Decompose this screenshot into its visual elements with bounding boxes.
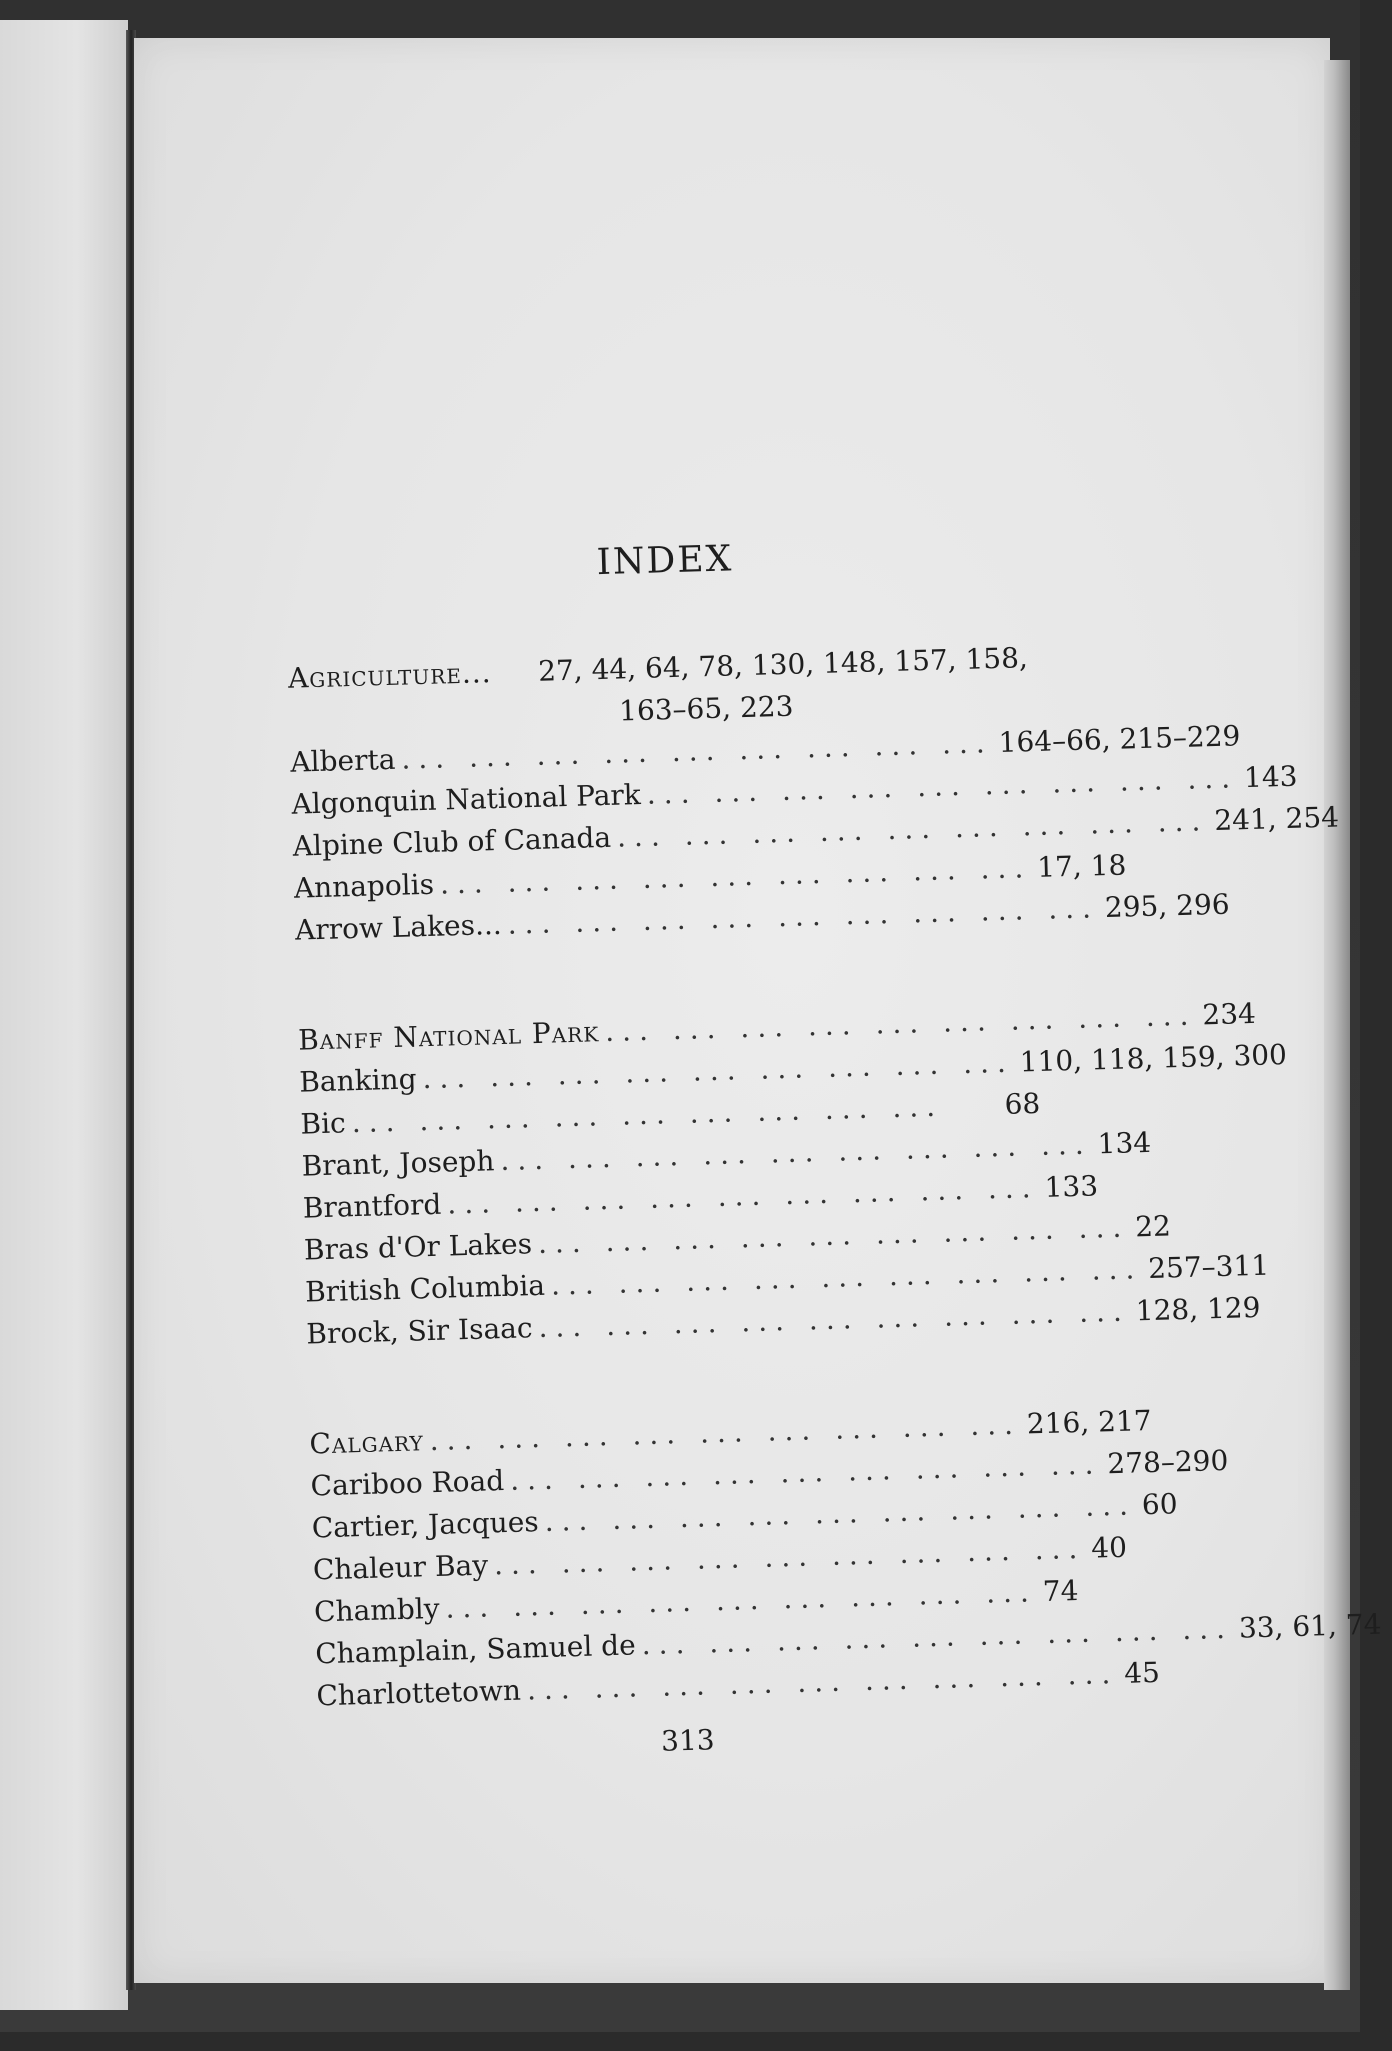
entry-term: Cartier, Jacques [311,1505,540,1545]
entry-term: Chaleur Bay [312,1548,489,1587]
entry-pages: 234 [1201,996,1257,1032]
entry-pages: 128, 129 [1135,1290,1261,1328]
entry-term: Banking [298,1062,417,1099]
entry-pages: 295, 296 [1104,887,1231,925]
dot-leader: ... ... ... ... ... ... ... ... ... [493,1531,1086,1582]
dot-leader: ... ... ... ... ... ... ... ... ... [445,1575,1038,1625]
entry-pages: 216, 217 [1026,1403,1153,1441]
dot-leader: ... ... ... ... ... ... ... ... ... [507,891,1100,941]
dot-leader: ... ... ... ... ... ... ... ... ... [604,998,1197,1049]
entry-term: Agriculture... [287,656,492,695]
entry-term: Chambly [313,1591,440,1629]
entry-term: Arrow Lakes... [294,907,503,947]
entry-pages: 60 [1141,1487,1178,1522]
dot-leader: ... ... ... ... ... ... ... ... ... [400,726,994,776]
dot-leader: ... ... ... ... ... ... ... ... ... [446,1171,1040,1221]
dot-leader: ... ... ... ... ... ... ... ... ... [538,1294,1131,1345]
entry-term: Banff National Park [297,1015,600,1057]
dot-leader: ... ... ... ... ... ... ... ... ... [544,1488,1137,1538]
entry-pages: 143 [1243,759,1298,795]
entry-term: Brantford [302,1187,442,1225]
entry-term: Calgary [308,1424,425,1461]
entry-term: Bras d'Or Lakes [303,1227,533,1267]
dot-leader: ... ... ... ... ... ... ... ... ... [509,1447,1102,1497]
dot-leader: ... ... ... ... ... ... ... ... ... [641,1611,1234,1662]
entry-pages: 27, 44, 64, 78, 130, 148, 157, 158, [537,641,1029,688]
entry-term: Bic [300,1106,347,1141]
entry-term: Brant, Joseph [301,1144,495,1183]
entry-pages: 68 [1004,1086,1041,1121]
entry-pages: 17, 18 [1036,848,1127,884]
page-title: INDEX [596,538,734,584]
entry-term: Brock, Sir Isaac [305,1311,533,1351]
entry-pages: 45 [1123,1655,1161,1690]
dot-leader: ... ... ... ... ... ... ... ... ... [646,761,1239,811]
entry-pages: 241, 254 [1213,800,1340,837]
entry-term: Champlain, Samuel de [314,1628,637,1671]
entry-term: Annapolis [293,867,435,905]
entry-pages: 133 [1044,1169,1099,1204]
dot-leader: ... ... ... ... ... ... ... ... ... [351,1089,944,1140]
entry-term: Alberta [289,742,396,779]
entry-term: Cariboo Road [310,1464,505,1503]
entry-continuation: 163–65, 223 [618,689,794,728]
entry-term: Algonquin National Park [291,777,642,821]
dot-leader: ... ... ... ... ... ... ... ... ... [537,1210,1130,1261]
page-number: 313 [660,1723,716,1758]
entry-pages: 40 [1090,1530,1128,1565]
dot-leader: ... ... ... ... ... ... ... ... ... [616,804,1209,854]
dot-leader: ... ... ... ... ... ... ... ... ... [439,851,1032,901]
entry-term: British Columbia [304,1268,546,1309]
dot-leader: ... ... ... ... ... ... ... ... ... [499,1127,1093,1178]
entry-term: Alpine Club of Canada [292,820,612,863]
dot-leader: ... ... ... ... ... ... ... ... ... [422,1045,1015,1096]
dot-leader: ... ... ... ... ... ... ... ... ... [550,1252,1143,1302]
entry-pages: 74 [1042,1574,1079,1609]
dot-leader: ... ... ... ... ... ... ... ... ... [429,1407,1022,1458]
entry-pages: 278–290 [1106,1443,1229,1481]
dot-leader: ... ... ... ... ... ... ... ... ... [526,1656,1119,1707]
entry-pages: 257–311 [1147,1248,1270,1285]
entry-term: Charlottetown [316,1673,522,1713]
entry-pages: 33, 61, 74 [1238,1607,1382,1645]
entry-pages: 110, 118, 159, 300 [1019,1038,1288,1079]
entry-pages: 134 [1097,1125,1152,1161]
entry-pages: 164–66, 215–229 [998,719,1241,759]
entry-pages: 22 [1134,1209,1172,1244]
